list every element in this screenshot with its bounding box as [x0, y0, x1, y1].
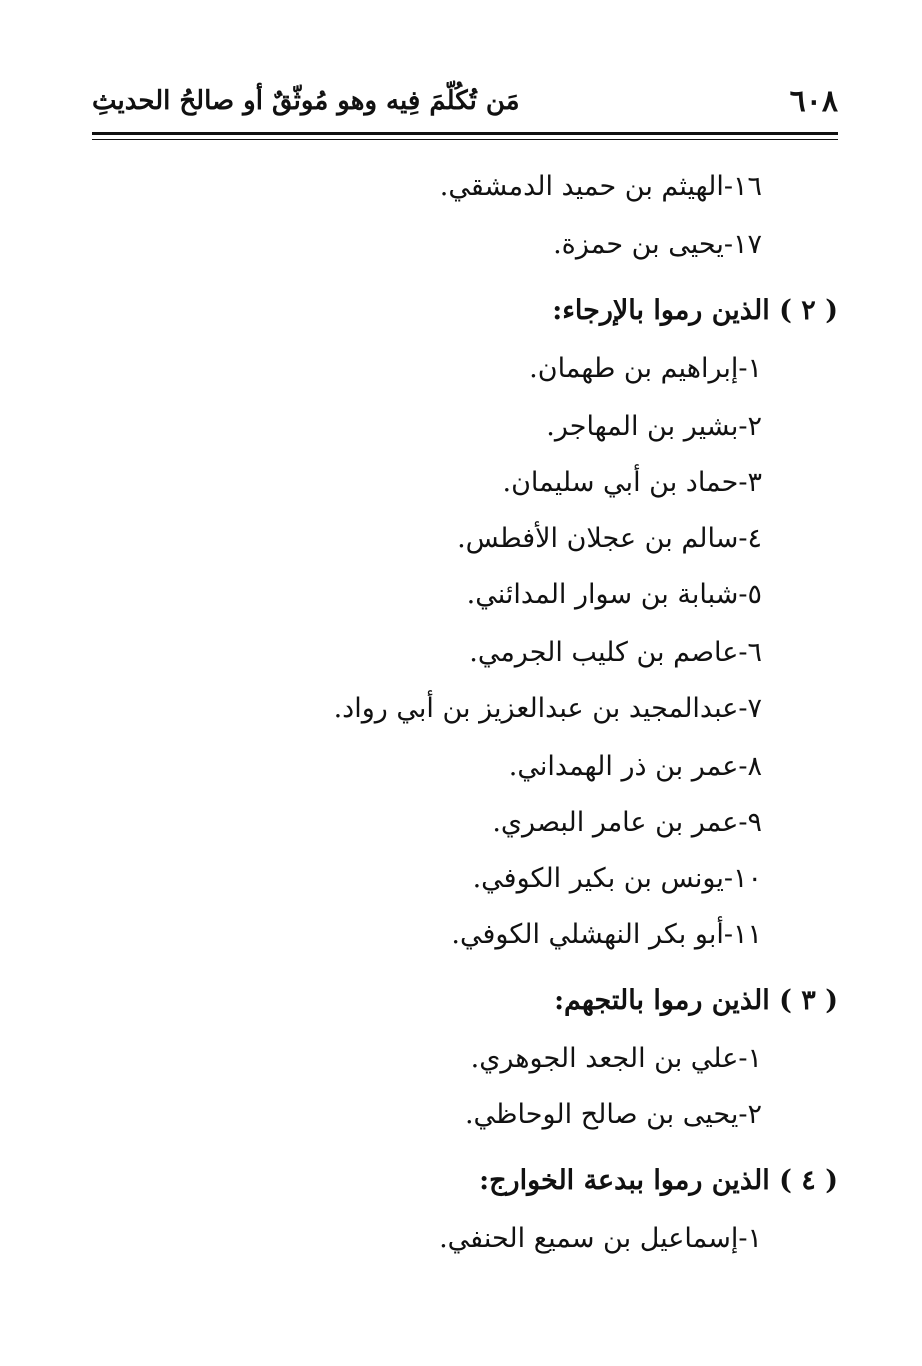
page-number: ٦٠٨	[789, 84, 838, 119]
section-heading-irja: ( ٢ ) الذين رموا بالإرجاء:	[552, 295, 838, 326]
list-item: ١-إبراهيم بن طهمان.	[529, 353, 762, 384]
list-item: ١٦-الهيثم بن حميد الدمشقي.	[439, 171, 762, 202]
list-item: ٤-سالم بن عجلان الأفطس.	[457, 523, 762, 554]
list-item: ٨-عمر بن ذر الهمداني.	[508, 751, 762, 782]
list-item: ١١-أبو بكر النهشلي الكوفي.	[451, 919, 762, 950]
list-item: ١-إسماعيل بن سميع الحنفي.	[439, 1223, 762, 1254]
list-item: ١٧-يحيى بن حمزة.	[553, 229, 762, 260]
list-item: ٢-بشير بن المهاجر.	[546, 411, 762, 442]
list-item: ٦-عاصم بن كليب الجرمي.	[469, 637, 762, 668]
header-rule-thick	[92, 132, 838, 135]
list-item: ٢-يحيى بن صالح الوحاظي.	[464, 1099, 762, 1130]
list-item: ١٠-يونس بن بكير الكوفي.	[472, 863, 762, 894]
list-item: ٩-عمر بن عامر البصري.	[492, 807, 762, 838]
list-item: ٥-شبابة بن سوار المدائني.	[466, 579, 762, 610]
list-item: ٣-حماد بن أبي سليمان.	[502, 467, 762, 498]
header-rule-thin	[92, 139, 838, 140]
section-heading-khawarij: ( ٤ ) الذين رموا ببدعة الخوارج:	[479, 1165, 838, 1196]
section-heading-tajahhum: ( ٣ ) الذين رموا بالتجهم:	[554, 985, 838, 1016]
list-item: ٧-عبدالمجيد بن عبدالعزيز بن أبي رواد.	[333, 693, 762, 724]
running-title: مَن تُكُلّمَ فِيه وهو مُوثّقٌ أو صالحُ الحديثِ	[92, 86, 520, 116]
list-item: ١-علي بن الجعد الجوهري.	[470, 1043, 762, 1074]
page-header	[92, 84, 838, 124]
